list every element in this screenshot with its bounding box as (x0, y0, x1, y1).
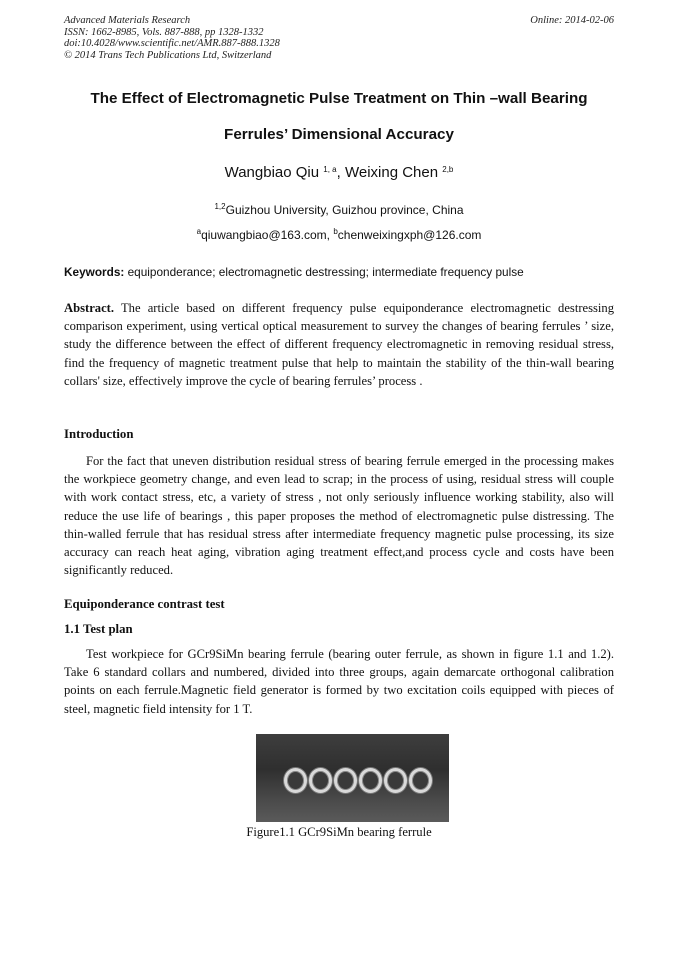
journal-name: Advanced Materials Research (64, 15, 191, 26)
paper-title-line1: The Effect of Electromagnetic Pulse Treatment on Thin –wall Bearing (90, 90, 588, 107)
abstract-text: The article based on different frequency pulse equiponderance electromagnetic destressing comparison experiment, using vertical optical measurement to survey the changes of bearing ferrules ’ size, study the difference between the effect of different frequency electromagnetic in removing residual stress, find the frequency of magnetic treatment pulse that help to maintain the stability of the thin-wall bearing collars' size, effectively improve the cycle of bearing ferrules’ process . (64, 301, 614, 388)
introduction-paragraph: For the fact that uneven distribution residual stress of bearing ferrule emerged in the processing makes the workpiece geometry change, and even lead to scrap; in the process of using, residual stress will couple with work contact stress, etc, a variety of stress , not only seriously influence working stability, also will reduce the use life of bearings , this paper proposes the method of electromagnetic pulse distressing. The thin-walled ferrule that has residual stress after intermediate frequency magnetic pulse processing, its size accuracy can reach heat aging, vibration aging treatment effect,and process cycle and costs have been significantly reduced. (64, 454, 614, 578)
keywords-line (64, 265, 624, 279)
author-2-affiliation: 2,b (442, 165, 454, 174)
online-date: Online: 2014-02-06 (530, 15, 614, 26)
doi-line: doi:10.4028/www.scientific.net/AMR.887-888.1328 (64, 38, 280, 50)
issn-line: ISSN: 1662-8985, Vols. 887-888, pp 1328-1332 (64, 26, 264, 38)
bearing-ring (334, 768, 357, 793)
bearing-ring (409, 768, 432, 793)
author-2: Weixing Chen (344, 164, 439, 181)
author-line (40, 164, 638, 181)
email-b: chenweixingxph@126.com (337, 228, 482, 242)
abstract-label: Abstract. (64, 301, 115, 315)
subsection-heading: 1.1 Test plan (64, 622, 133, 636)
figure-caption: Figure1.1 GCr9SiMn bearing ferrule (246, 825, 432, 839)
bearing-ferrule-photo (256, 734, 449, 822)
abstract-paragraph (64, 299, 614, 390)
author-1: Wangbiao Qiu (224, 164, 320, 181)
email-line (40, 228, 638, 242)
keywords-label: Keywords: (64, 265, 125, 279)
bearing-ring (359, 768, 382, 793)
email-b-sup: b (333, 227, 338, 236)
bearing-ring (309, 768, 332, 793)
test-plan-paragraph: Test workpiece for GCr9SiMn bearing ferrule (bearing outer ferrule, as shown in figure 1.1 and 1.2). Take 6 standard collars and numbered, divided into three groups, again demarcate orthogonal calibration points on each ferrule.Magnetic field generator is formed by two excitation coils equipped with pieces of steel, magnetic field intensity for 1 T. (64, 647, 614, 716)
bearing-ring (284, 768, 307, 793)
bearing-ring (384, 768, 407, 793)
email-a-sup: a (196, 227, 202, 236)
affiliation-sup: 1,2 (214, 202, 226, 211)
author-1-affiliation: 1, a (323, 165, 337, 174)
section-heading: Equiponderance contrast test (64, 597, 225, 611)
copyright-line: © 2014 Trans Tech Publications Ltd, Switzerland (64, 49, 272, 61)
affiliation-line (40, 203, 638, 217)
author-separator: , (336, 164, 345, 181)
journal-header (64, 15, 280, 61)
email-a: qiuwangbiao@163.com, (201, 228, 334, 242)
introduction-heading: Introduction (64, 427, 134, 441)
paper-title-line2: Ferrules’ Dimensional Accuracy (224, 126, 454, 143)
affiliation-text: Guizhou University, Guizhou province, China (225, 203, 464, 217)
keywords-text: equiponderance; electromagnetic destressing; intermediate frequency pulse (124, 265, 524, 279)
